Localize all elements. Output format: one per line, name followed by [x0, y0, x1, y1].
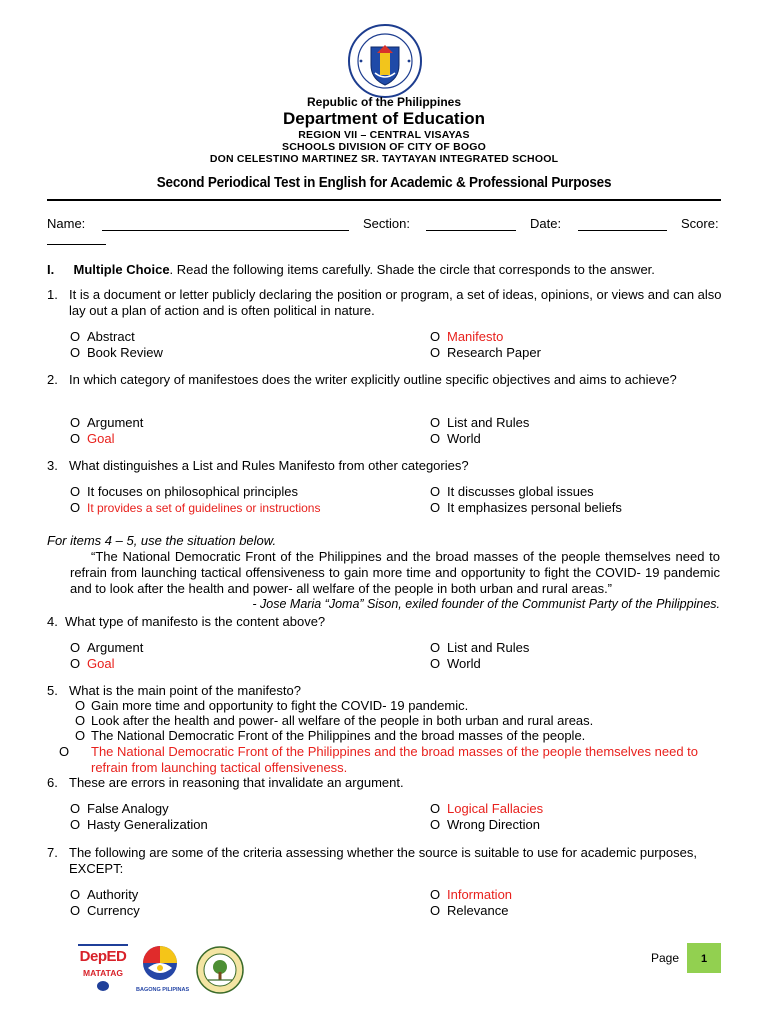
question-text: The following are some of the criteria assessing whether the source is suitable to use for academic purposes, EXCEPT: — [69, 845, 697, 876]
answer-bubble[interactable]: O — [70, 431, 81, 446]
q7-option-a[interactable] — [70, 887, 138, 903]
q3-option-c[interactable] — [430, 484, 594, 500]
answer-bubble[interactable]: O — [430, 640, 441, 655]
q5-option-d[interactable] — [59, 744, 735, 775]
question-text: What distinguishes a List and Rules Manifesto from other categories? — [69, 458, 469, 473]
test-title: Second Periodical Test in English for Academic & Professional Purposes — [156, 175, 612, 191]
section-label: Section: — [363, 216, 410, 231]
option-label: Argument — [87, 415, 144, 430]
instructions-text: . Read the following items carefully. Shade the circle that corresponds to the answer. — [169, 262, 655, 277]
name-label: Name: — [47, 216, 86, 231]
question-2 — [47, 372, 727, 388]
question-text: In which category of manifestoes does the writer explicitly outline specific objectives and aims to achieve? — [69, 372, 677, 387]
answer-bubble[interactable]: O — [70, 345, 81, 360]
option-label-answer: It provides a set of guidelines or instructions — [87, 501, 321, 515]
section-field[interactable] — [426, 230, 516, 231]
question-text: What type of manifesto is the content above? — [65, 614, 326, 629]
situation-intro: For items 4 – 5, use the situation below. — [47, 533, 277, 548]
q5-option-a[interactable] — [75, 698, 735, 714]
q3-option-d[interactable] — [430, 500, 622, 516]
page-number-badge — [687, 943, 721, 973]
question-number: 1. — [47, 287, 58, 302]
question-number: 6. — [47, 775, 58, 790]
question-text: It is a document or letter publicly declaring the position or program, a set of ideas, opinions, or views and can also lay out a plan of action and is often political in nature. — [69, 287, 722, 318]
situation-quote: “The National Democratic Front of the Philippines and the broad masses of the people themselves need to refrain from launching tactical offensiveness to gain more time and opportunity to fight the COVID- 19 pandemic and to look after the health and power- all welfare of the people in both urban and rural areas.” — [70, 549, 720, 596]
q4-option-d[interactable] — [430, 656, 481, 672]
answer-bubble[interactable]: O — [75, 713, 86, 728]
q7-option-b[interactable] — [70, 903, 140, 919]
question-number: 4. — [47, 614, 58, 629]
answer-bubble[interactable]: O — [430, 329, 441, 344]
answer-bubble[interactable]: O — [75, 698, 86, 713]
option-label: Book Review — [87, 345, 163, 360]
department-title: Department of Education — [282, 109, 486, 128]
page-label: Page — [651, 951, 680, 965]
question-7 — [47, 845, 727, 877]
option-label-answer: Goal — [87, 431, 115, 446]
date-label: Date: — [530, 216, 562, 231]
option-label: Currency — [87, 903, 140, 918]
instructions-number: I. — [47, 262, 55, 277]
matatag-logo-text: MATATAG — [83, 968, 123, 978]
answer-bubble[interactable]: O — [430, 415, 441, 430]
question-3 — [47, 458, 727, 474]
q2-option-b[interactable] — [70, 431, 114, 447]
q6-option-b[interactable] — [70, 817, 208, 833]
q2-option-d[interactable] — [430, 431, 481, 447]
deped-matatag-logo — [78, 944, 128, 990]
answer-bubble[interactable]: O — [430, 887, 441, 902]
question-number: 7. — [47, 845, 58, 860]
division-line: SCHOOLS DIVISION OF CITY OF BOGO — [282, 141, 486, 153]
option-label-answer: Goal — [87, 656, 115, 671]
q1-option-a[interactable] — [70, 329, 135, 345]
option-label: Abstract — [87, 329, 135, 344]
answer-bubble[interactable]: O — [70, 887, 81, 902]
option-label-answer: The National Democratic Front of the Philippines and the broad masses of the people themselves need to refrain from launching tactical offensiveness. — [91, 744, 699, 775]
option-label: It discusses global issues — [447, 484, 594, 499]
option-label: False Analogy — [87, 801, 169, 816]
answer-bubble[interactable]: O — [70, 500, 81, 515]
option-label: World — [447, 431, 481, 446]
option-label: Argument — [87, 640, 144, 655]
q6-option-a[interactable] — [70, 801, 169, 817]
answer-bubble[interactable]: O — [70, 329, 81, 344]
answer-bubble[interactable]: O — [430, 431, 441, 446]
answer-bubble[interactable]: O — [430, 484, 441, 499]
answer-bubble[interactable]: O — [70, 817, 81, 832]
situation-attribution: - Jose Maria “Joma” Sison, exiled founder of the Communist Party of the Philippines. — [252, 597, 720, 611]
bagong-pilipinas-logo — [136, 944, 190, 993]
bagong-pilipinas-text: BAGONG PILIPINAS — [136, 987, 190, 993]
question-4 — [47, 614, 727, 630]
option-label: Look after the health and power- all welfare of the people in both urban and rural areas. — [91, 713, 594, 728]
question-1 — [47, 287, 727, 319]
option-label: It focuses on philosophical principles — [87, 484, 299, 499]
answer-bubble[interactable]: O — [70, 903, 81, 918]
question-number: 3. — [47, 458, 58, 473]
school-line: DON CELESTINO MARTINEZ SR. TAYTAYAN INTEGRATED SCHOOL — [209, 153, 559, 165]
date-field[interactable] — [578, 230, 667, 231]
option-label: Hasty Generalization — [87, 817, 208, 832]
q1-option-d[interactable] — [430, 345, 541, 361]
answer-bubble[interactable]: O — [430, 656, 441, 671]
q7-option-c[interactable] — [430, 887, 512, 903]
option-label: List and Rules — [447, 415, 530, 430]
q4-option-b[interactable] — [70, 656, 114, 672]
answer-bubble[interactable]: O — [430, 817, 441, 832]
option-label: Authority — [87, 887, 139, 902]
score-label: Score: — [681, 216, 719, 231]
deped-seal — [347, 23, 423, 99]
option-label: Gain more time and opportunity to fight the COVID- 19 pandemic. — [91, 698, 469, 713]
q3-option-a[interactable] — [70, 484, 298, 500]
question-number: 5. — [47, 683, 58, 698]
q5-option-c[interactable] — [75, 728, 735, 744]
question-number: 2. — [47, 372, 58, 387]
answer-bubble[interactable]: O — [70, 656, 81, 671]
republic-line: Republic of the Philippines — [306, 95, 461, 109]
option-label-answer: Information — [447, 887, 513, 902]
score-field[interactable] — [47, 244, 106, 245]
answer-bubble[interactable]: O — [70, 640, 81, 655]
instructions-title: Multiple Choice — [73, 262, 170, 277]
answer-bubble[interactable]: O — [59, 744, 70, 759]
q6-option-d[interactable] — [430, 817, 540, 833]
option-label: It emphasizes personal beliefs — [447, 500, 622, 515]
question-text: What is the main point of the manifesto? — [69, 683, 301, 698]
q4-option-c[interactable] — [430, 640, 529, 656]
q1-option-b[interactable] — [70, 345, 163, 361]
answer-bubble[interactable]: O — [430, 801, 441, 816]
option-label: Relevance — [447, 903, 509, 918]
question-6 — [47, 775, 727, 791]
option-label: List and Rules — [447, 640, 530, 655]
region-line: REGION VII – CENTRAL VISAYAS — [298, 129, 470, 141]
q3-option-b[interactable] — [70, 500, 320, 516]
option-label: Research Paper — [447, 345, 541, 360]
option-label: Wrong Direction — [447, 817, 540, 832]
q1-option-c[interactable] — [430, 329, 503, 345]
option-label-answer: Logical Fallacies — [447, 801, 544, 816]
deped-logo-text: DepED — [79, 948, 127, 965]
answer-bubble[interactable]: O — [430, 903, 441, 918]
answer-bubble[interactable]: O — [430, 500, 441, 515]
answer-bubble[interactable]: O — [75, 728, 86, 743]
option-label: The National Democratic Front of the Philippines and the broad masses of the people. — [91, 728, 586, 743]
option-label-answer: Manifesto — [447, 329, 504, 344]
header-divider — [47, 199, 721, 201]
answer-bubble[interactable]: O — [70, 801, 81, 816]
question-text: These are errors in reasoning that invalidate an argument. — [69, 775, 404, 790]
q6-option-c[interactable] — [430, 801, 543, 817]
option-label: World — [447, 656, 481, 671]
answer-bubble[interactable]: O — [70, 484, 81, 499]
page-number: 1 — [700, 953, 708, 965]
instructions — [47, 262, 655, 277]
q2-option-c[interactable] — [430, 415, 529, 431]
q2-option-a[interactable] — [70, 415, 143, 431]
division-seal — [196, 946, 244, 994]
q5-option-b[interactable] — [75, 713, 735, 729]
answer-bubble[interactable]: O — [70, 415, 81, 430]
q4-option-a[interactable] — [70, 640, 143, 656]
name-field[interactable] — [102, 230, 349, 231]
q7-option-d[interactable] — [430, 903, 508, 919]
question-5 — [47, 683, 727, 699]
answer-bubble[interactable]: O — [430, 345, 441, 360]
